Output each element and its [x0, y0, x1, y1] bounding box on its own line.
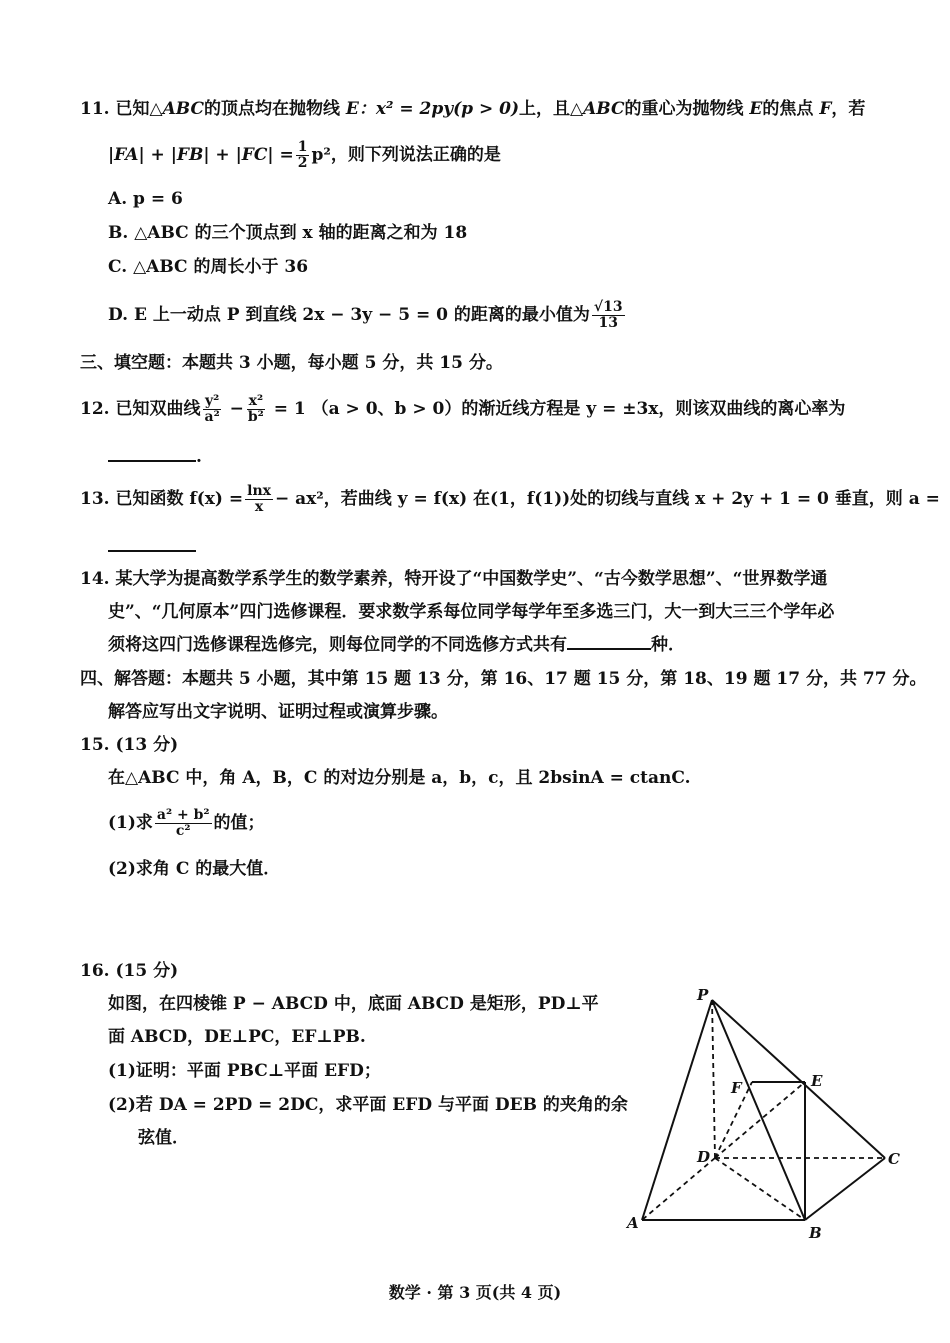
- q11-line2: |FA| + |FB| + |FC| = $\frac{1}{2}$ p²，则下列说法正确的是: [108, 139, 501, 171]
- section3-heading: 三、填空题：本题共 3 小题，每小题 5 分，共 15 分。: [80, 353, 503, 373]
- label-F: F: [731, 1079, 742, 1097]
- edge-PA: [642, 1000, 712, 1220]
- q14-line1: 14. 某大学为提高数学系学生的数学素养，特开设了“中国数学史”、“古今数学思想”、“世界数学通: [80, 569, 828, 589]
- q16-part2-cont: 弦值．: [138, 1128, 189, 1148]
- label-B: B: [809, 1224, 822, 1242]
- q16-line2: 面 ABCD，DE⊥PC，EF⊥PB.: [108, 1027, 366, 1047]
- edge-PB: [712, 1000, 805, 1220]
- section4-heading: 四、解答题：本题共 5 小题，其中第 15 题 13 分，第 16、17 题 15 分，第 18、19 题 17 分，共 77 分。: [80, 669, 927, 689]
- q16-line1: 如图，在四棱锥 P − ABCD 中，底面 ABCD 是矩形，PD⊥平: [108, 994, 599, 1014]
- q11-line1: 11. 已知△ABC的顶点均在抛物线 E：x² = 2py(p > 0)上，且△ABC的重心为抛物线 E的焦点 F，若: [80, 99, 866, 119]
- q11-option-c: C. △ABC 的周长小于 36: [108, 257, 309, 277]
- q13-answer-blank: [108, 536, 196, 558]
- q13-stem: 13. 已知函数 f(x) = $\frac{\ln x}{x}$ − ax²，若曲线 y = f(x) 在(1，f(1))处的切线与直线 x + 2y + 1 = 0 垂直，则 a =: [80, 483, 940, 515]
- edge-PD: [712, 1000, 715, 1158]
- q16-part2: (2)若 DA = 2PD = 2DC，求平面 EFD 与平面 DEB 的夹角的余: [108, 1095, 628, 1115]
- q15-heading: 15. (13 分): [80, 735, 179, 755]
- label-P: P: [697, 986, 709, 1004]
- label-E: E: [811, 1072, 823, 1090]
- label-D: D: [697, 1148, 711, 1166]
- q11-option-b: B. △ABC 的三个顶点到 x 轴的距离之和为 18: [108, 223, 468, 243]
- q14-line3: 须将这四门选修课程选修完，则每位同学的不同选修方式共有 种．: [108, 635, 685, 655]
- q12-answer-blank: .: [108, 446, 202, 468]
- pyramid-figure: [615, 980, 915, 1242]
- label-C: C: [888, 1150, 900, 1168]
- q11-option-d: D. E 上一动点 P 到直线 2x − 3y − 5 = 0 的距离的最小值为 $\frac{√13}{13}$: [108, 299, 623, 331]
- q15-part2: (2)求角 C 的最大值．: [108, 859, 281, 879]
- page-footer: 数学 · 第 3 页(共 4 页): [388, 1283, 562, 1302]
- q15-stem: 在△ABC 中，角 A，B，C 的对边分别是 a，b，c，且 2bsinA = ctanC.: [108, 768, 691, 788]
- section4-instructions: 解答应写出文字说明、证明过程或演算步骤。: [108, 702, 448, 722]
- q11-option-a: A. p = 6: [108, 189, 183, 209]
- edge-DA: [642, 1158, 715, 1220]
- q15-part1: (1)求 $\frac{\text{a² + b²}}{\text{c²}}$ 的值；: [108, 807, 265, 839]
- label-A: A: [627, 1214, 639, 1232]
- q16-heading: 16. (15 分): [80, 961, 179, 981]
- edge-DE: [715, 1082, 805, 1158]
- q12-stem: 12. 已知双曲线 $\frac{\text{y²}}{\text{a²}}$ − $\frac{\text{x²}}{\text{b²}}$ = 1 （a > 0、b > 0）的渐近线方程是 y = ±3x，则该双曲线的离心率为: [80, 393, 846, 425]
- q16-part1: (1)证明：平面 PBC⊥平面 EFD；: [108, 1061, 381, 1081]
- edge-BC: [805, 1158, 885, 1220]
- q14-line2: 史”、“几何原本”四门选修课程．要求数学系每位同学每学年至多选三门，大一到大三三个学年必: [108, 602, 835, 622]
